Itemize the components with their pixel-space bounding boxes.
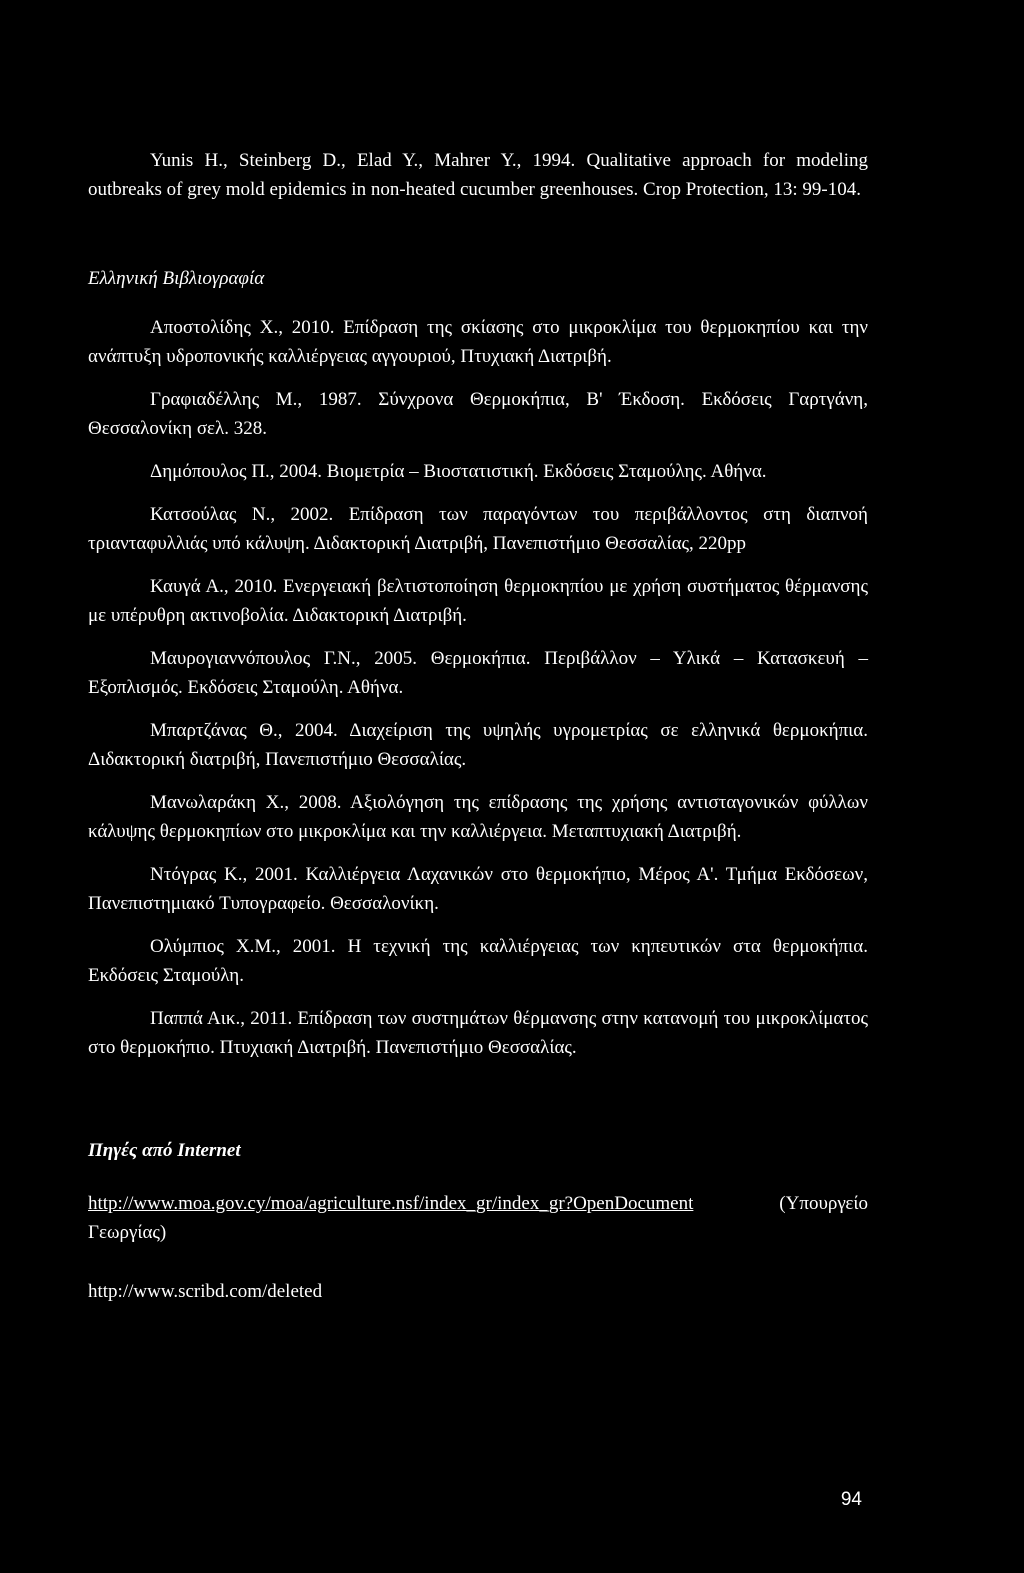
moa-link-note: (Υπουργείο: [779, 1193, 868, 1214]
internet-source-1: [88, 1189, 868, 1218]
internet-sources-heading: Πηγές από Internet: [88, 1140, 241, 1161]
english-ref-yunis: Yunis H., Steinberg D., Elad Y., Mahrer Y., 1994. Qualitative approach for modeling outbreaks of grey mold epidemics in non-heated cucumber greenhouses. Crop Protection, 13: 99-104.: [88, 150, 868, 200]
ref-mavrogiannopoulos: Μαυρογιαννόπουλος Γ.Ν., 2005. Θερμοκήπια. Περιβάλλον – Υλικά – Κατασκευή – Εξοπλισμός. Εκδόσεις Σταμούλη. Αθήνα.: [88, 648, 868, 698]
scribd-link[interactable]: http://www.scribd.com/deleted: [88, 1281, 323, 1302]
ref-pappa: Παππά Αικ., 2011. Επίδραση των συστημάτων θέρμανσης στην κατανομή του μικροκλίματος στο θερμοκήπιο. Πτυχιακή Διατριβή. Πανεπιστήμιο Θεσσαλίας.: [88, 1008, 868, 1058]
page-content: [88, 146, 868, 1306]
ref-apostolidis: Αποστολίδης Χ., 2010. Επίδραση της σκίασης στο μικροκλίμα του θερμοκηπίου και την ανάπτυξη υδροπονικής καλλιέργειας αγγουριού, Πτυχιακή Διατριβή.: [88, 317, 868, 367]
moa-link[interactable]: http://www.moa.gov.cy/moa/agriculture.nsf/index_gr/index_gr?OpenDocument: [88, 1193, 694, 1214]
ref-manolaraki: Μανωλαράκη Χ., 2008. Αξιολόγηση της επίδρασης της χρήσης αντισταγονικών φύλλων κάλυψης θερμοκηπίων στο μικροκλίμα και την καλλιέργεια. Μεταπτυχιακή Διατριβή.: [88, 792, 868, 842]
ref-katsoulas: Κατσούλας Ν., 2002. Επίδραση των παραγόντων του περιβάλλοντος στη διαπνοή τριανταφυλλιάς υπό κάλυψη. Διδακτορική Διατριβή, Πανεπιστήμιο Θεσσαλίας, 220pp: [88, 504, 868, 554]
ref-dimopoulos: Δημόπουλος Π., 2004. Βιομετρία – Βιοστατιστική. Εκδόσεις Σταμούλης. Αθήνα.: [150, 461, 767, 482]
greek-bibliography-heading: Ελληνική Βιβλιογραφία: [88, 268, 265, 289]
ref-grafiadellis: Γραφιαδέλλης Μ., 1987. Σύνχρονα Θερμοκήπια, Β' Έκδοση. Εκδόσεις Γαρτγάνη, Θεσσαλονίκη σελ. 328.: [88, 389, 868, 439]
internet-source-2: [88, 1277, 868, 1306]
ref-ntogras: Ντόγρας Κ., 2001. Καλλιέργεια Λαχανικών στο θερμοκήπιο, Μέρος Α'. Τμήμα Εκδόσεων, Πανεπιστημιακό Τυπογραφείο. Θεσσαλονίκη.: [88, 864, 868, 914]
page-number: 94: [840, 1489, 862, 1510]
ref-olympios: Ολύμπιος Χ.Μ., 2001. Η τεχνική της καλλιέργειας των κηπευτικών στα θερμοκήπια. Εκδόσεις Σταμούλη.: [88, 936, 868, 986]
ref-bartzanas: Μπαρτζάνας Θ., 2004. Διαχείριση της υψηλής υγρομετρίας σε ελληνικά θερμοκήπια. Διδακτορική διατριβή, Πανεπιστήμιο Θεσσαλίας.: [88, 720, 868, 770]
moa-link-note-cont: Γεωργίας): [88, 1222, 167, 1243]
ref-kavga: Καυγά Α., 2010. Ενεργειακή βελτιστοποίηση θερμοκηπίου με χρήση συστήματος θέρμανσης με υπέρυθρη ακτινοβολία. Διδακτορική Διατριβή.: [88, 576, 868, 626]
